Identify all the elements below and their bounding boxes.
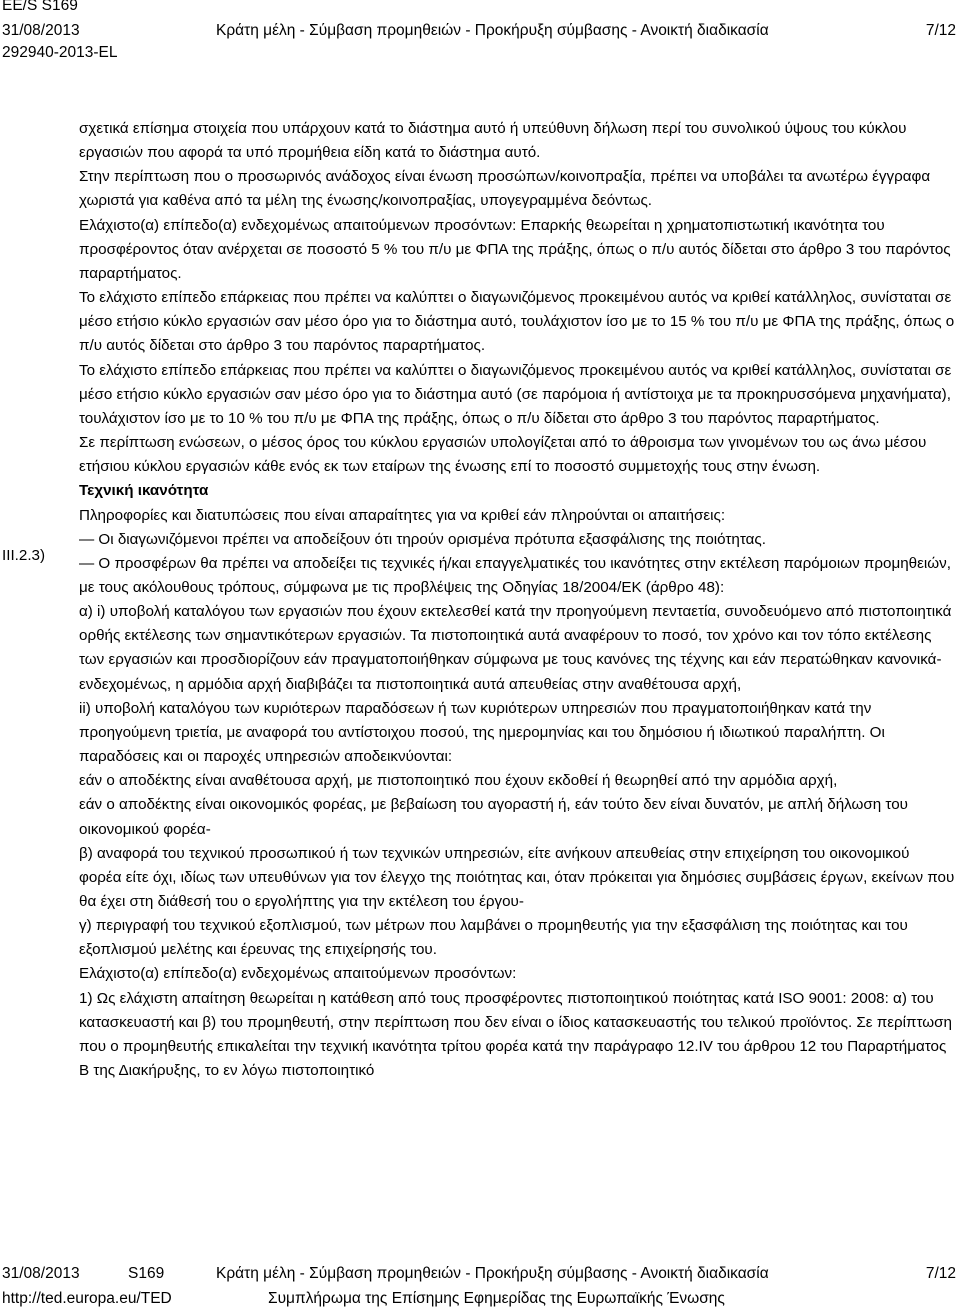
paragraph: Το ελάχιστο επίπεδο επάρκειας που πρέπει να καλύπτει ο διαγωνιζόμενος προκειμένου αυτός να κριθεί κατάλληλος, συνίσταται σε μέσο ετήσιο κύκλο εργασιών σαν μέσο όρο για το διάστημα αυτό, τουλάχιστον ίσο με το 15 % του π/υ με ΦΠΑ της πράξης, όπως ο π/υ αυτός δίδεται στο άρθρο 3 του παρόντος παραρτήματος.	[79, 289, 955, 355]
footer-title: Κράτη μέλη - Σύμβαση προμηθειών - Προκήρυξη σύμβασης - Ανοικτή διαδικασία	[216, 1265, 769, 1282]
section-number: III.2.3)	[2, 547, 46, 564]
paragraph: Σε περίπτωση ενώσεων, ο μέσος όρος του κύκλου εργασιών υπολογίζεται από το άθροισμα των γινομένων του ως άνω μέσου ετήσιου κύκλου εργασιών κάθε ενός εκ των εταίρων της ένωσης επί το ποσοστό συμμετοχής τους στην ένωση.	[79, 434, 927, 476]
paragraph: Στην περίπτωση που ο προσωρινός ανάδοχος είναι ένωση προσώπων/κοινοπραξία, πρέπει να υποβάλει τα ανωτέρω έγγραφα χωριστά για καθένα από τα μέλη της ένωσης/κοινοπραξίας, υπογεγραμμένα δεόντως.	[79, 168, 931, 210]
footer-series: S169	[128, 1265, 165, 1282]
paragraph: γ) περιγραφή του τεχνικού εξοπλισμού, των μέτρων που λαμβάνει ο προμηθευτής για την εξασφάλιση της ποιότητας και του εξοπλισμού μελέτης και έρευνας της επιχείρησής του.	[79, 917, 908, 959]
paragraph: Ελάχιστο(α) επίπεδο(α) ενδεχομένως απαιτούμενων προσόντων:	[79, 965, 517, 983]
paragraph: Ελάχιστο(α) επίπεδο(α) ενδεχομένως απαιτούμενων προσόντων: Επαρκής θεωρείται η χρηματοπιστωτική ικανότητα του προσφέροντος όταν ανέρχεται σε ποσοστό 5 % του π/υ με ΦΠΑ της πράξης, όπως ο π/υ αυτός δίδεται στο άρθρο 3 του παρόντος παραρτήματος.	[79, 216, 951, 282]
section-title: Τεχνική ικανότητα	[79, 482, 209, 500]
paragraph: 1) Ως ελάχιστη απαίτηση θεωρείται η κατάθεση από τους προσφέροντες πιστοποιητικού ποιότητας κατά ISO 9001: 2008: α) του κατασκευαστή και β) του προμηθευτή, στην περίπτωση που δεν είναι ο ίδιος κατασκευαστής του τελικού προϊόντος. Σε περίπτωση που ο προμηθευτής επικαλείται την τεχνική ικανότητα τρίτου φορέα κατά την παράγραφο 12.IV του άρθρου 12 του Παραρτήματος Β της Διακήρυξης, το εν λόγω πιστοποιητικό	[79, 989, 952, 1080]
document-body	[79, 117, 955, 1083]
paragraph: — Οι διαγωνιζόμενοι πρέπει να αποδείξουν ότι τηρούν ορισμένα πρότυπα εξασφάλισης της ποιότητας.	[79, 530, 766, 548]
header-date: 31/08/2013	[2, 22, 80, 39]
paragraph: σχετικά επίσημα στοιχεία που υπάρχουν κατά το διάστημα αυτό ή υπεύθυνη δήλωση περί του συνολικού ύψους του κύκλου εργασιών που αφορά τα υπό προμήθεια είδη κατά το διάστημα αυτό.	[79, 120, 907, 162]
paragraph: εάν ο αποδέκτης είναι οικονομικός φορέας, με βεβαίωση του αγοραστή ή, εάν τούτο δεν είναι δυνατόν, με απλή δήλωση του οικονομικού φορέα-	[79, 796, 908, 838]
footer-journal: Συμπλήρωμα της Επίσημης Εφημερίδας της Ευρωπαϊκής Ένωσης	[268, 1290, 725, 1307]
doc-number: 292940-2013-EL	[2, 44, 118, 61]
footer-url: http://ted.europa.eu/TED	[2, 1290, 172, 1307]
doc-code: EE/S S169	[2, 0, 78, 14]
paragraph: α) i) υποβολή καταλόγου των εργασιών που έχουν εκτελεσθεί κατά την προηγούμενη πενταετία, συνοδευόμενο από πιστοποιητικά ορθής εκτέλεσης των σημαντικότερων εργασιών. Τα πιστοποιητικά αυτά αναφέρουν το ποσό, τον χρόνο και τον τόπο εκτέλεσης των εργασιών και προσδιορίζουν εάν πραγματοποιήθηκαν σύμφωνα με τους κανόνες της τέχνης και εάν περατώθηκαν κανονικά- ενδεχομένως, η αρμόδια αρχή διαβιβάζει τα πιστοποιητικά αυτά απευθείας στην αναθέτουσα αρχή,	[79, 603, 952, 693]
paragraph: ii) υποβολή καταλόγου των κυριότερων παραδόσεων ή των κυριότερων υπηρεσιών που πραγματοποιήθηκαν κατά την προηγούμενη τριετία, με αναφορά του αντίστοιχου ποσού, της ημερομηνίας και του δημόσιου ή ιδιωτικού παραλήπτη. Οι παραδόσεις και οι παροχές υπηρεσιών αποδεικνύονται:	[79, 699, 885, 766]
header-title: Κράτη μέλη - Σύμβαση προμηθειών - Προκήρυξη σύμβασης - Ανοικτή διαδικασία	[216, 22, 769, 39]
paragraph: Πληροφορίες και διατυπώσεις που είναι απαραίτητες για να κριθεί εάν πληρούνται οι απαιτήσεις:	[79, 506, 726, 524]
header-page-number: 7/12	[925, 22, 956, 39]
footer-page-number: 7/12	[925, 1265, 956, 1282]
paragraph: εάν ο αποδέκτης είναι αναθέτουσα αρχή, με πιστοποιητικό που έχουν εκδοθεί ή θεωρηθεί από την αρμόδια αρχή,	[79, 772, 838, 790]
paragraph: β) αναφορά του τεχνικού προσωπικού ή των τεχνικών υπηρεσιών, είτε ανήκουν απευθείας στην επιχείρηση του οικονομικού φορέα είτε όχι, ιδίως των υπευθύνων για τον έλεγχο της ποιότητας και, όταν πρόκειται για δημόσιες συμβάσεις έργων, εκείνων που θα έχει στη διάθεσή του ο εργολήπτης για την εκτέλεση του έργου-	[79, 844, 955, 910]
paragraph: Το ελάχιστο επίπεδο επάρκειας που πρέπει να καλύπτει ο διαγωνιζόμενος προκειμένου αυτός να κριθεί κατάλληλος, συνίσταται σε μέσο ετήσιο κύκλο εργασιών σαν μέσο όρο για το διάστημα αυτό (σε παρόμοια ή αντίστοιχα με τα προκηρυσσόμενα μηχανήματα), τουλάχιστον ίσο με το 10 % του π/υ με ΦΠΑ της πράξης, όπως ο π/υ δίδεται στο άρθρο 3 του παρόντος παραρτήματος.	[79, 361, 952, 427]
footer-date: 31/08/2013	[2, 1265, 80, 1282]
paragraph: — Ο προσφέρων θα πρέπει να αποδείξει τις τεχνικές ή/και επαγγελματικές του ικανότητες στην εκτέλεση παρόμοιων προμηθειών, με τους ακόλουθους τρόπους, σύμφωνα με τις προβλέψεις της Οδηγίας 18/2004/ΕΚ (άρθρο 48):	[79, 554, 951, 596]
